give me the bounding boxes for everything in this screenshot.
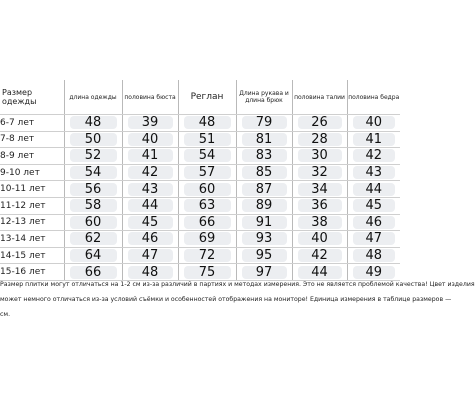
cell-value: 26 — [298, 116, 342, 129]
table-row — [0, 247, 400, 264]
table-cell — [347, 164, 400, 181]
cell-value: 48 — [353, 249, 396, 262]
row-age-label: 13-14 лет — [0, 231, 64, 248]
table-row — [0, 164, 400, 181]
table-cell — [178, 131, 236, 148]
cell-value: 93 — [242, 232, 287, 245]
cell-value: 56 — [70, 183, 117, 196]
table-cell — [347, 115, 400, 132]
cell-value: 42 — [353, 149, 396, 162]
cell-value: 42 — [128, 166, 173, 179]
table-cell — [347, 197, 400, 214]
cell-value: 40 — [298, 232, 342, 245]
cell-value: 45 — [128, 216, 173, 229]
table-cell — [178, 197, 236, 214]
table-cell — [347, 247, 400, 264]
table-cell — [122, 148, 178, 165]
cell-value: 30 — [298, 149, 342, 162]
table-cell — [64, 181, 122, 198]
table-cell — [236, 247, 292, 264]
cell-value: 47 — [128, 249, 173, 262]
cell-value: 47 — [353, 232, 396, 245]
table-cell — [122, 115, 178, 132]
table-cell — [178, 164, 236, 181]
table-row — [0, 181, 400, 198]
table-cell — [122, 197, 178, 214]
cell-value: 60 — [184, 183, 231, 196]
row-age-label: 6-7 лет — [0, 115, 64, 132]
cell-value: 42 — [298, 249, 342, 262]
table-cell — [64, 131, 122, 148]
cell-value: 69 — [184, 232, 231, 245]
cell-value: 32 — [298, 166, 342, 179]
table-cell — [236, 181, 292, 198]
table-row — [0, 231, 400, 248]
table-cell — [292, 214, 347, 231]
table-cell — [236, 214, 292, 231]
table-cell — [347, 181, 400, 198]
table-cell — [178, 181, 236, 198]
cell-value: 44 — [353, 183, 396, 196]
table-cell — [236, 231, 292, 248]
table-row — [0, 197, 400, 214]
table-cell — [236, 164, 292, 181]
table-cell — [292, 247, 347, 264]
cell-value: 44 — [128, 199, 173, 212]
table-cell — [122, 231, 178, 248]
header-sleeve-pants: Длина рукава и длина брюк — [236, 80, 292, 115]
cell-value: 87 — [242, 183, 287, 196]
cell-value: 48 — [128, 266, 173, 279]
row-age-label: 12-13 лет — [0, 214, 64, 231]
cell-value: 62 — [70, 232, 117, 245]
table-cell — [347, 148, 400, 165]
table-row — [0, 131, 400, 148]
table-cell — [122, 164, 178, 181]
table-cell — [347, 214, 400, 231]
cell-value: 45 — [353, 199, 396, 212]
table-cell — [347, 131, 400, 148]
cell-value: 36 — [298, 199, 342, 212]
footnote-line: Размер плитки могут отличаться на 1-2 см из-за различий в партиях и методах измерения. Это не является проблемой качества! Цвет изделия — [0, 281, 475, 288]
cell-value: 95 — [242, 249, 287, 262]
cell-value: 60 — [70, 216, 117, 229]
table-cell — [64, 164, 122, 181]
table-body — [0, 115, 400, 281]
header-raglan: Реглан — [178, 80, 236, 115]
cell-value: 54 — [184, 149, 231, 162]
cell-value: 44 — [298, 266, 342, 279]
row-age-label: 7-8 лет — [0, 131, 64, 148]
cell-value: 75 — [184, 266, 231, 279]
cell-value: 58 — [70, 199, 117, 212]
cell-value: 43 — [353, 166, 396, 179]
table-cell — [236, 131, 292, 148]
table-cell — [292, 231, 347, 248]
cell-value: 50 — [70, 133, 117, 146]
table-cell — [64, 247, 122, 264]
cell-value: 97 — [242, 266, 287, 279]
cell-value: 83 — [242, 149, 287, 162]
header-half-waist: половина талии — [292, 80, 347, 115]
cell-value: 41 — [128, 149, 173, 162]
cell-value: 79 — [242, 116, 287, 129]
table-cell — [122, 214, 178, 231]
table-cell — [178, 214, 236, 231]
table-cell — [292, 148, 347, 165]
cell-value: 28 — [298, 133, 342, 146]
header-size: Размер одежды — [0, 80, 64, 115]
table-row — [0, 214, 400, 231]
cell-value: 89 — [242, 199, 287, 212]
row-age-label: 15-16 лет — [0, 264, 64, 281]
header-half-hip: половина бедра — [347, 80, 400, 115]
table-cell — [122, 131, 178, 148]
table-cell — [292, 115, 347, 132]
cell-value: 49 — [353, 266, 396, 279]
table-cell — [122, 247, 178, 264]
table-cell — [347, 231, 400, 248]
table-cell — [292, 131, 347, 148]
cell-value: 54 — [70, 166, 117, 179]
cell-value: 63 — [184, 199, 231, 212]
table-cell — [236, 148, 292, 165]
cell-value: 43 — [128, 183, 173, 196]
cell-value: 57 — [184, 166, 231, 179]
cell-value: 51 — [184, 133, 231, 146]
cell-value: 52 — [70, 149, 117, 162]
table-cell — [64, 115, 122, 132]
cell-value: 91 — [242, 216, 287, 229]
table-header-row — [0, 80, 400, 115]
row-age-label: 11-12 лет — [0, 197, 64, 214]
table-cell — [236, 197, 292, 214]
cell-value: 41 — [353, 133, 396, 146]
table-cell — [236, 115, 292, 132]
cell-value: 66 — [184, 216, 231, 229]
table-cell — [292, 181, 347, 198]
cell-value: 39 — [128, 116, 173, 129]
table-cell — [64, 231, 122, 248]
footnote-line: см. — [0, 311, 11, 318]
cell-value: 85 — [242, 166, 287, 179]
header-half-bust: половина бюста — [122, 80, 178, 115]
cell-value: 81 — [242, 133, 287, 146]
table-cell — [64, 148, 122, 165]
table-row — [0, 148, 400, 165]
cell-value: 46 — [128, 232, 173, 245]
table-cell — [178, 247, 236, 264]
cell-value: 64 — [70, 249, 117, 262]
cell-value: 34 — [298, 183, 342, 196]
cell-value: 40 — [128, 133, 173, 146]
cell-value: 46 — [353, 216, 396, 229]
cell-value: 48 — [70, 116, 117, 129]
size-table — [0, 80, 400, 281]
cell-value: 38 — [298, 216, 342, 229]
row-age-label: 14-15 лет — [0, 247, 64, 264]
cell-value: 40 — [353, 116, 396, 129]
cell-value: 72 — [184, 249, 231, 262]
cell-value: 48 — [184, 116, 231, 129]
table-cell — [292, 164, 347, 181]
footnote — [0, 277, 475, 322]
table-cell — [64, 197, 122, 214]
table-cell — [292, 197, 347, 214]
table-row — [0, 115, 400, 132]
row-age-label: 8-9 лет — [0, 148, 64, 165]
row-age-label: 9-10 лет — [0, 164, 64, 181]
table-cell — [64, 214, 122, 231]
table-cell — [122, 181, 178, 198]
table-cell — [178, 148, 236, 165]
table-cell — [178, 115, 236, 132]
row-age-label: 10-11 лет — [0, 181, 64, 198]
cell-value: 66 — [70, 266, 117, 279]
footnote-line: может немного отличаться из-за условий съёмки и особенностей отображения на мониторе! Единица измерения в таблице размеров — — [0, 296, 452, 303]
header-length: длина одежды — [64, 80, 122, 115]
table-cell — [178, 231, 236, 248]
